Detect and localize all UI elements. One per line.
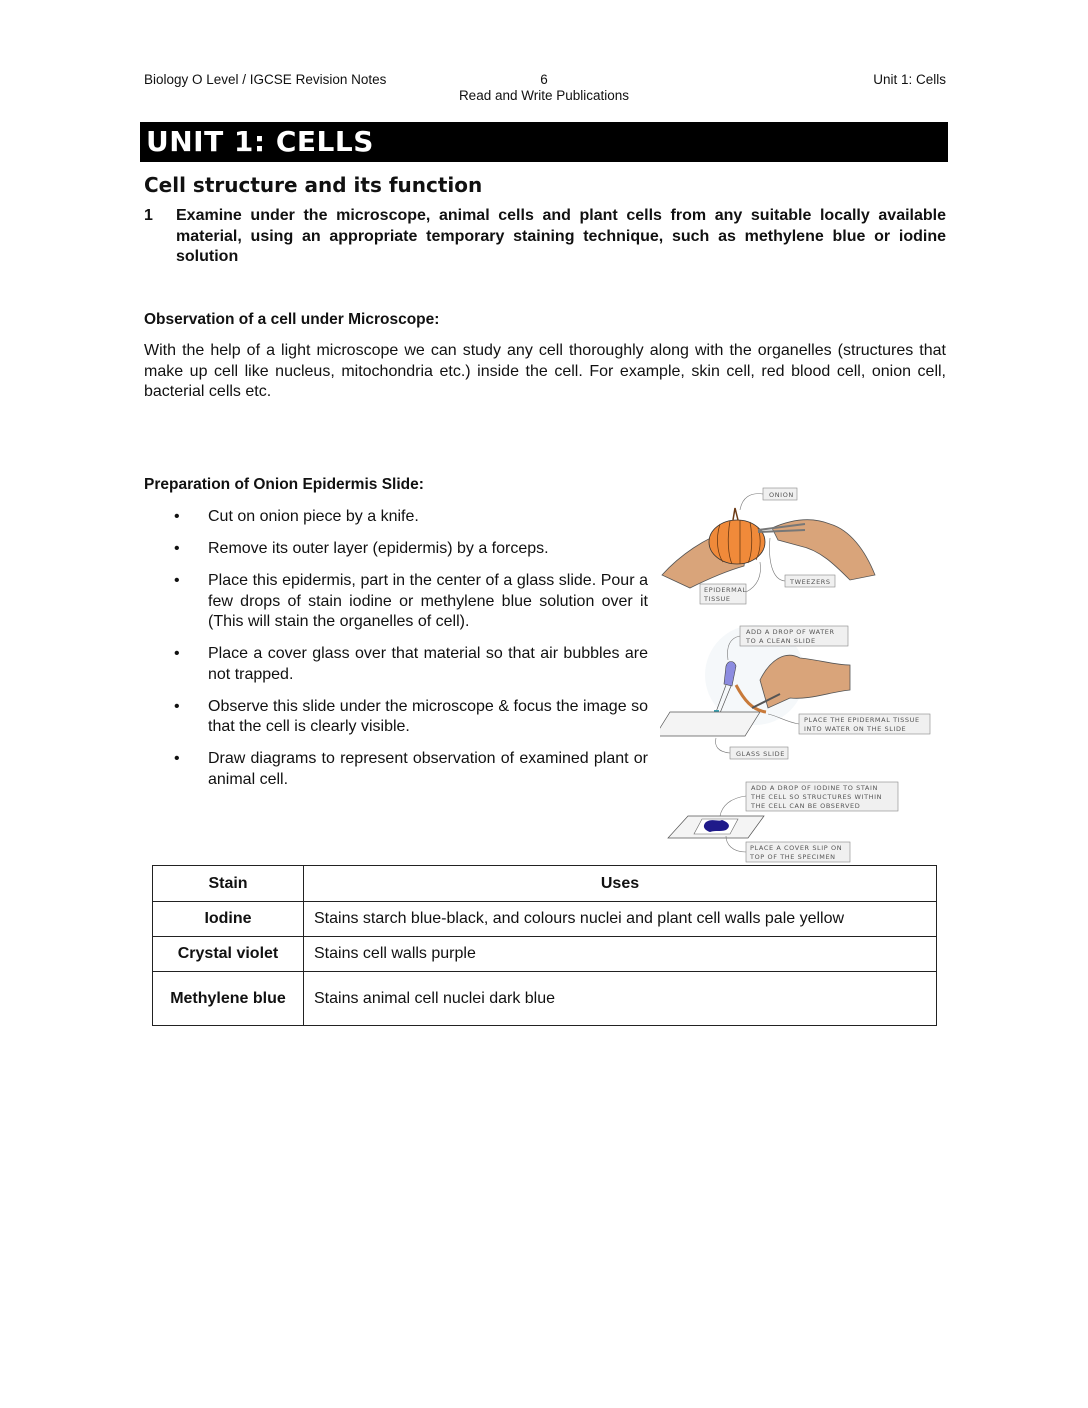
label-place-1: PLACE THE EPIDERMAL TISSUE — [804, 716, 920, 724]
section-title: Cell structure and its function — [144, 173, 483, 197]
label-place-2: INTO WATER ON THE SLIDE — [804, 725, 907, 733]
step-text: Draw diagrams to represent observation of examined plant or animal cell. — [208, 750, 648, 788]
label-tweezers: TWEEZERS — [790, 578, 831, 586]
onion-top — [733, 508, 738, 520]
table-row — [153, 972, 937, 1026]
arrow-cover — [726, 836, 746, 852]
label-glass-slide: GLASS SLIDE — [736, 750, 785, 758]
stain-use: Stains starch blue-black, and colours nuclei and plant cell walls pale yellow — [304, 902, 937, 937]
bullet-icon: • — [174, 508, 180, 525]
step-text: Remove its outer layer (epidermis) by a forceps. — [208, 540, 549, 557]
label-onion: ONION — [769, 491, 794, 499]
bullet-icon: • — [174, 750, 180, 767]
preparation-heading: Preparation of Onion Epidermis Slide: — [144, 476, 424, 493]
onion-slide-diagram — [660, 480, 945, 870]
bullet-icon: • — [174, 645, 180, 662]
page-number: 6 — [540, 72, 548, 87]
header-uses: Uses — [304, 866, 937, 902]
arrow-tweezers — [770, 538, 785, 581]
onion-panel — [662, 488, 875, 604]
label-water-1: ADD A DROP OF WATER — [746, 628, 835, 636]
bullet-icon: • — [174, 697, 180, 715]
arrow-onion — [740, 494, 763, 510]
label-epidermal-2: TISSUE — [704, 595, 731, 603]
step-text: Cut on onion piece by a knife. — [208, 508, 419, 525]
header-unit: Unit 1: Cells — [873, 72, 946, 87]
stain-name: Iodine — [153, 902, 304, 937]
step-text: Place a cover glass over that material so that air bubbles are not trapped. — [208, 645, 648, 683]
unit-title: UNIT 1: CELLS — [146, 125, 374, 158]
observation-paragraph: With the help of a light microscope we can study any cell thoroughly along with the organelles (structures that make up cell like nucleus, mitochondria etc.) inside the cell. For example, skin cell, red blood cell, onion cell, bacterial cells etc. — [144, 342, 946, 400]
label-epidermal-1: EPIDERMAL — [704, 586, 747, 594]
stain-name: Methylene blue — [153, 972, 304, 1026]
observation-heading: Observation of a cell under Microscope: — [144, 311, 440, 328]
header-stain: Stain — [153, 866, 304, 902]
label-cover-2: TOP OF THE SPECIMEN — [750, 853, 836, 861]
table-row — [153, 937, 937, 972]
right-hand — [772, 520, 875, 580]
list-item — [144, 697, 648, 738]
bullet-icon: • — [174, 540, 180, 557]
arrow-epidermal — [746, 562, 760, 592]
publisher: Read and Write Publications — [458, 88, 630, 103]
label-iodine-3: THE CELL CAN BE OBSERVED — [751, 802, 861, 810]
arrow-glass — [716, 738, 730, 753]
label-cover-1: PLACE A COVER SLIP ON — [750, 844, 843, 852]
step-text: Observe this slide under the microscope & focus the image so that the cell is clearly visible. — [208, 697, 648, 735]
list-item — [144, 507, 648, 528]
bullet-icon: • — [174, 572, 180, 589]
stain-panel — [668, 782, 898, 862]
label-water-2: TO A CLEAN SLIDE — [746, 637, 816, 645]
header-doc-title: Biology O Level / IGCSE Revision Notes — [144, 72, 387, 87]
objective-number: 1 — [144, 207, 153, 224]
unit-title-bar — [140, 122, 948, 162]
step-text: Place this epidermis, part in the center of a glass slide. Pour a few drops of stain iodine or methylene blue solution over it (This will stain the organelles of cell). — [208, 572, 648, 630]
table-row — [153, 902, 937, 937]
stain-name: Crystal violet — [153, 937, 304, 972]
hand-slide — [760, 655, 850, 708]
stained-specimen — [704, 820, 729, 832]
objective-text: Examine under the microscope, animal cells and plant cells from any suitable locally available material, using an appropriate temporary staining technique, such as methylene blue or iodine solution — [176, 207, 946, 265]
stain-use: Stains animal cell nuclei dark blue — [304, 972, 937, 1026]
list-item — [144, 571, 648, 633]
glass-slide — [660, 712, 760, 736]
slide-panel — [660, 625, 930, 759]
list-item — [144, 539, 648, 560]
label-iodine-1: ADD A DROP OF IODINE TO STAIN — [751, 784, 878, 792]
list-item — [144, 749, 648, 790]
list-item — [144, 644, 648, 685]
stain-use: Stains cell walls purple — [304, 937, 937, 972]
stain-table — [152, 865, 937, 1026]
label-iodine-2: THE CELL SO STRUCTURES WITHIN — [751, 793, 883, 801]
table-header-row — [153, 866, 937, 902]
preparation-steps — [144, 507, 648, 802]
arrow-iodine — [720, 796, 746, 816]
